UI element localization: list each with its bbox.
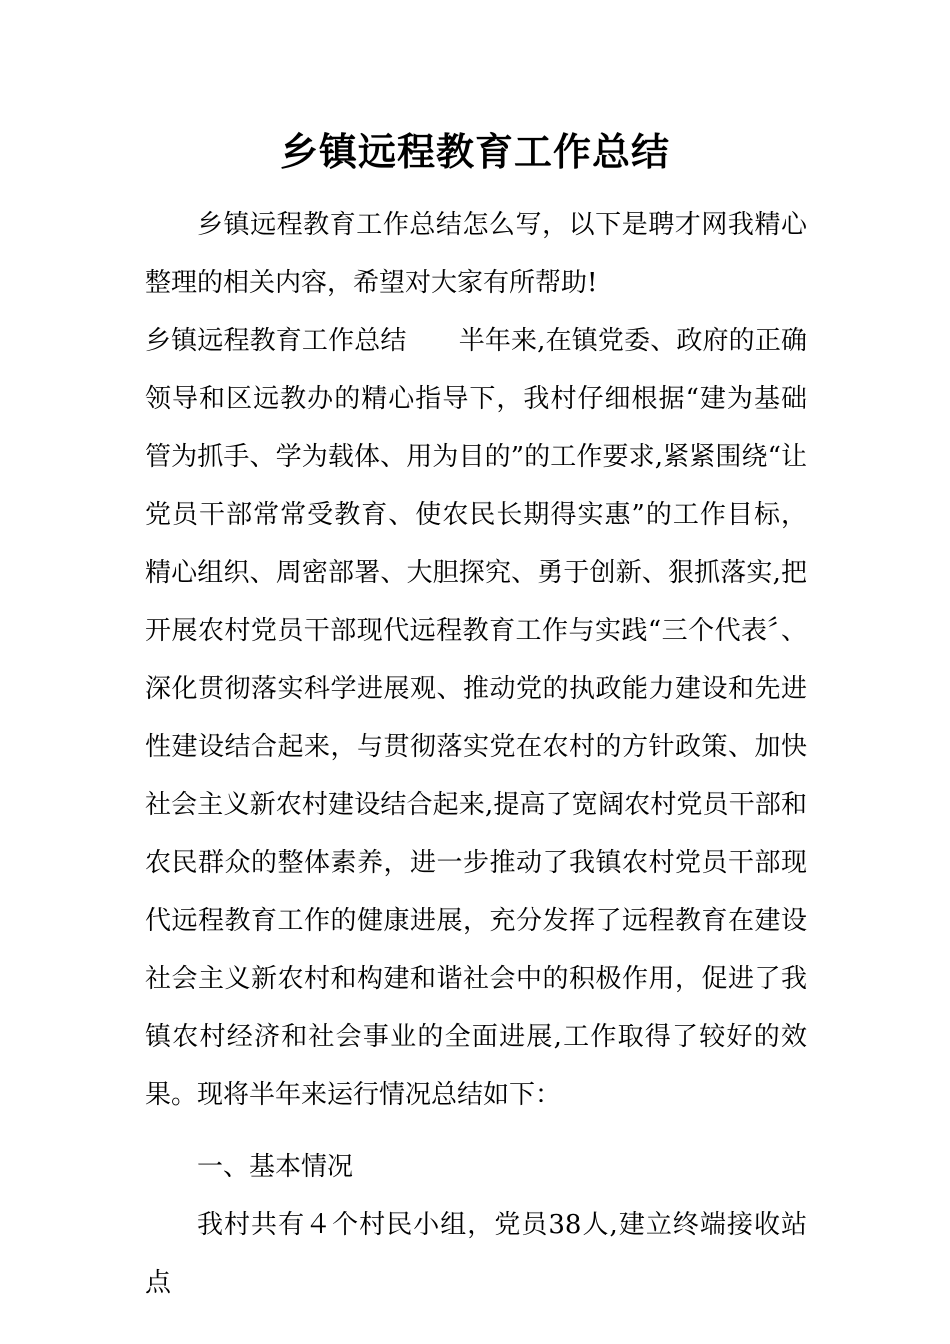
section-heading: 一、基本情况 [197, 1152, 354, 1182]
main-paragraph-body: 半年来,在镇党委、政府的正确领导和区远教办的精心指导下，我村仔细根据“建为基础管为抓手、学为载体、用为目的”的工作要求,紧紧围绕“让党员干部常常受教育、使农民长期得实惠”的工作目标，精心组织、周密部署、大胆探究、勇于创新、狠抓落实,把开展农村党员干部现代远程教育工作与实践“三个代表〞、深化贯彻落实科学进展观、推动党的执政能力建设和先进性建设结合起来，与贯彻落实党在农村的方针政策、加快社会主义新农村建设结合起来,提高了宽阔农村党员干部和农民群众的整体素养，进一步推动了我镇农村党员干部现代远程教育工作的健康进展，充分发挥了远程教育在建设社会主义新农村和构建和谐社会中的积极作用，促进了我镇农村经济和社会事业的全面进展,工作取得了较好的效果。现将半年来运行情况总结如下： [145, 326, 807, 1110]
main-paragraph-label: 乡镇远程教育工作总结 [145, 326, 407, 356]
intro-paragraph: 乡镇远程教育工作总结怎么写，以下是聘才网我精心整理的相关内容，希望对大家有所帮助! [145, 210, 807, 298]
main-paragraph [145, 312, 807, 1124]
last-paragraph: 我村共有４个村民小组，党员38人,建立终端接收站点 [145, 1210, 807, 1298]
document-title: 乡镇远程教育工作总结 [279, 130, 670, 174]
